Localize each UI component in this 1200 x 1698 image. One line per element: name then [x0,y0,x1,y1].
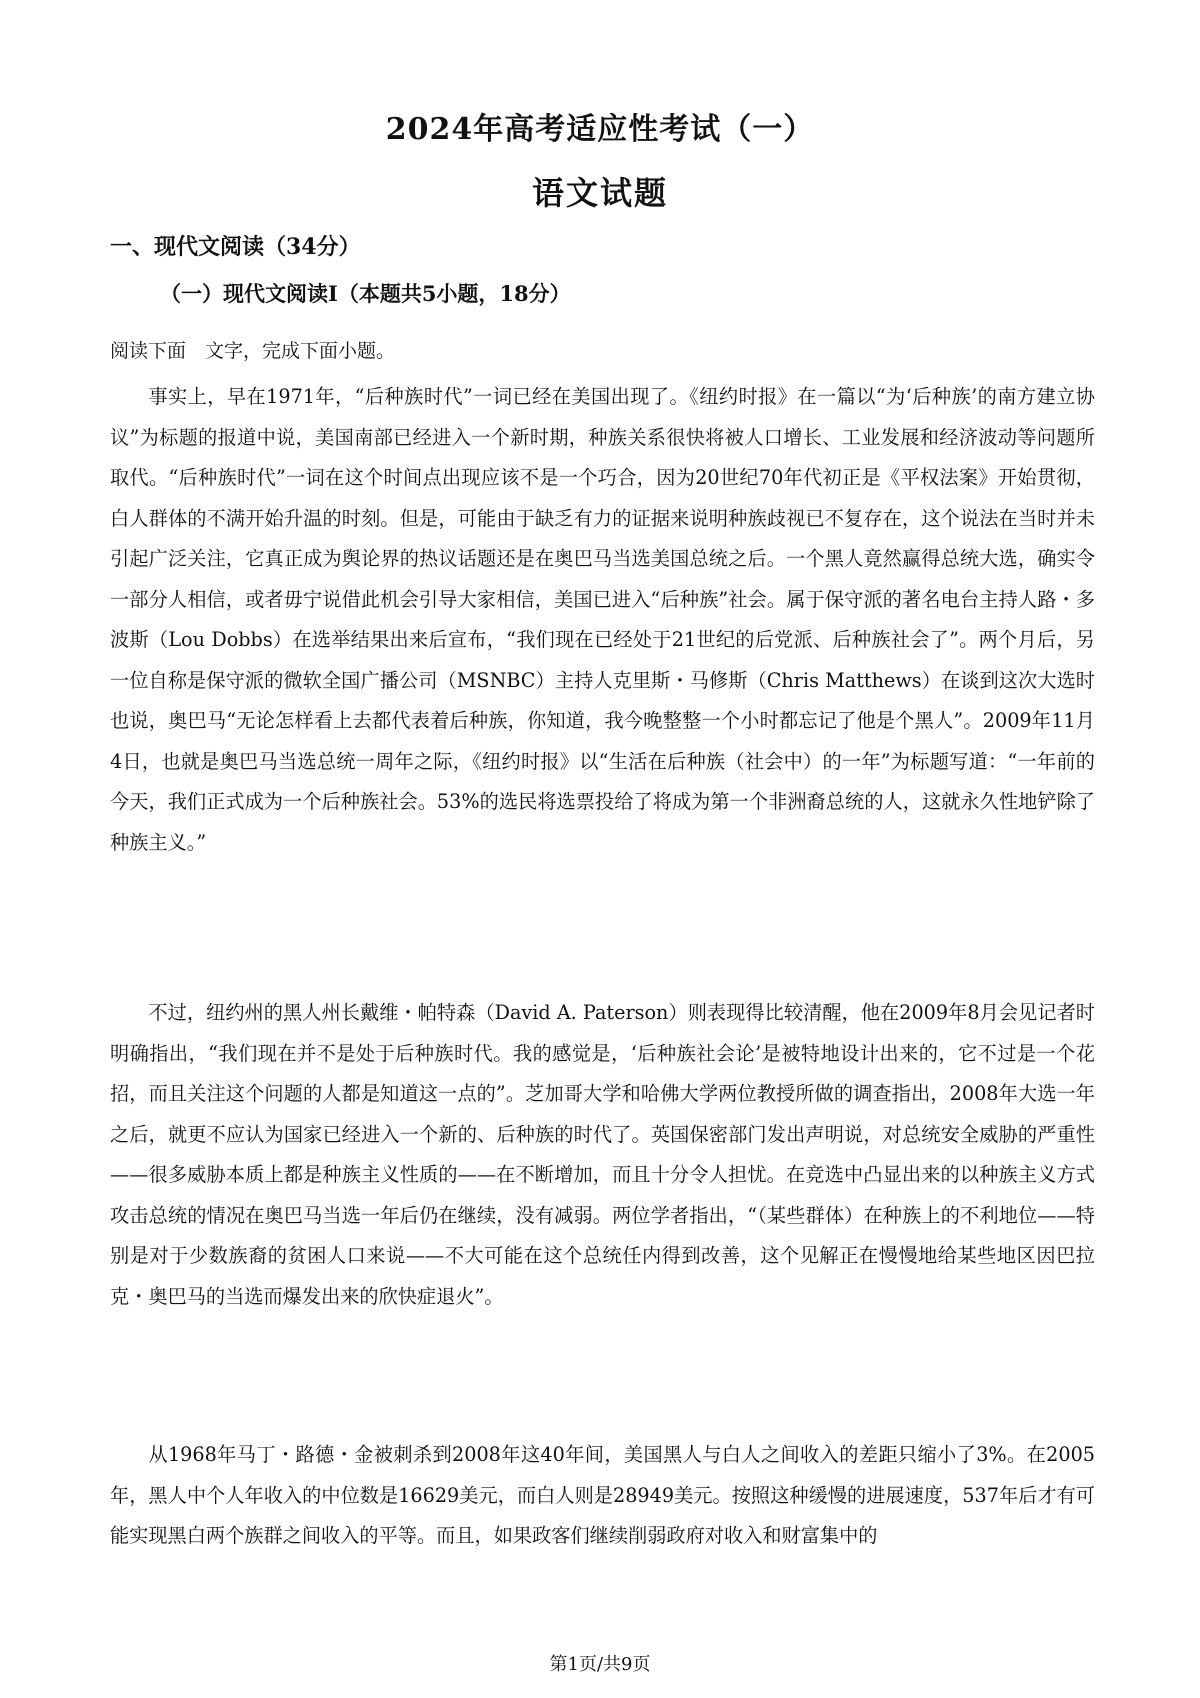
section-heading: 一、现代文阅读（34分） [110,234,361,260]
exam-subject-title: 语文试题 [531,174,668,212]
passage-paragraph-3: 从1968年马丁・路德・金被刺杀到2008年这40年间，美国黑人与白人之间收入的差距只缩小了3%。在2005年，黑人中个人年收入的中位数是16629美元，而白人则是28949美元。按照这种缓慢的进展速度，537年后才有可能实现黑白两个族群之间收入的平等。而且，如果政客们继续削弱政府对收入和财富集中的 [110,1443,1095,1547]
exam-title: 2024年高考适应性考试（一） [385,112,815,147]
passage-paragraph-1: 事实上，早在1971年，“后种族时代”一词已经在美国出现了。《纽约时报》在一篇以“为‘后种族’的南方建立协议”为标题的报道中说，美国南部已经进入一个新时期，种族关系很快将被人口增长、工业发展和经济波动等问题所取代。“后种族时代”一词在这个时间点出现应该不是一个巧合，因为20世纪70年代初正是《平权法案》开始贯彻，白人群体的不满开始升温的时刻。但是，可能由于缺乏有力的证据来说明种族歧视已不复存在，这个说法在当时并未引起广泛关注，它真正成为舆论界的热议话题还是在奥巴马当选美国总统之后。一个黑人竟然赢得总统大选，确实令一部分人相信，或者毋宁说借此机会引导大家相信，美国已进入“后种族”社会。属于保守派的著名电台主持人路・多波斯（Lou Dobbs）在选举结果出来后宣布，“我们现在已经处于21世纪的后党派、后种族社会了”。两个月后，另一位自称是保守派的微软全国广播公司（MSNBC）主持人克里斯・马修斯（Chris Matthews）在谈到这次大选时也说，奥巴马“无论怎样看上去都代表着后种族，你知道，我今晚整整一个小时都忘记了他是个黑人”。2009年11月4日，也就是奥巴马当选总统一周年之际，《纽约时报》以“生活在后种族（社会中）的一年”为标题写道：“一年前的今天，我们正式成为一个后种族社会。53%的选民将选票投给了将成为第一个非洲裔总统的人，这就永久性地铲除了种族主义。” [110,385,1095,854]
reading-instruction: 阅读下面 文字，完成下面小题。 [110,340,396,362]
page-number-footer: 第1页/共9页 [549,1654,651,1675]
passage-paragraph-2: 不过，纽约州的黑人州长戴维・帕特森（David A. Paterson）则表现得比较清醒，他在2009年8月会见记者时明确指出，“我们现在并不是处于后种族时代。我的感觉是，‘后种族社会论’是被特地设计出来的，它不过是一个花招，而且关注这个问题的人都是知道这一点的”。芝加哥大学和哈佛大学两位教授所做的调查指出，2008年大选一年之后，就更不应认为国家已经进入一个新的、后种族的时代了。英国保密部门发出声明说，对总统安全威胁的严重性——很多威胁本质上都是种族主义性质的——在不断增加，而且十分令人担忧。在竞选中凸显出来的以种族主义方式攻击总统的情况在奥巴马当选一年后仍在继续，没有减弱。两位学者指出，“（某些群体）在种族上的不利地位——特别是对于少数族裔的贫困人口来说——不大可能在这个总统任内得到改善，这个见解正在慢慢地给某些地区因巴拉克・奥巴马的当选而爆发出来的欣快症退火”。 [110,1001,1095,1308]
subsection-heading: （一）现代文阅读Ⅰ（本题共5小题，18分） [160,281,571,306]
